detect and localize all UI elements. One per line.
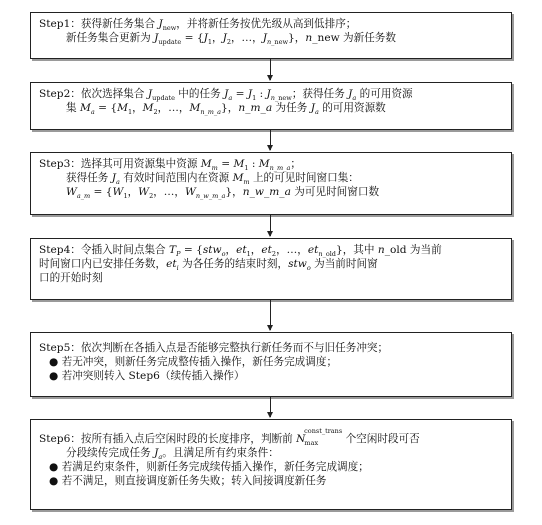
step3-line1: Step3：选择其可用资源集中资源 $M_m = M_1$ : $M_{n\_m\_a}$；: [39, 158, 301, 173]
step6-box: [30, 419, 512, 510]
step5-line3: ● 若冲突则转入 Step6（续传插入操作）: [49, 370, 245, 382]
step6-line1: Step6：按所有插入点后空闲时段的长度排序，判断前 $N_{max}^{const\_trans}$ 个空闲时段可否: [39, 427, 420, 448]
arrow-2-3: [270, 130, 271, 150]
step6-line2: 分段续传完成任务 $J_a$。且满足所有约束条件：: [66, 447, 279, 462]
arrow-4-5: [270, 300, 271, 330]
arrow-3-4: [270, 215, 271, 236]
step5-line1: Step5：依次判断在各插入点是否能够完整执行新任务而不与旧任务冲突；: [39, 342, 389, 354]
step2-line1: Step2：依次选择集合 $J_{update}$ 中的任务 $J_a = J_1$ : $J_{n\_new}$；获得任务 $J_a$ 的可用资源: [39, 88, 413, 103]
arrow-5-6: [270, 397, 271, 417]
step4-line1: Step4：令插入时间点集合 $T_P = \{stw_o$，$et_1$，$et_2$，…，$et_{n\_old}$}，其中 n_old 为当前: [39, 244, 442, 259]
step4-box: [30, 238, 512, 300]
step2-box: [30, 82, 512, 130]
step1-box: [30, 12, 512, 59]
step2-line2: 集 $M_a = \{M_1$，$M_2$，…，$M_{n\_m\_a}$}，n_m_a 为任务 $J_a$ 的可用资源数: [66, 102, 386, 117]
step1-line2: 新任务集合更新为 $J_{update} = \{J_1$，$J_2$，…，$J_{n\_new}$}，n_new 为新任务数: [66, 32, 396, 47]
step4-line2: 时间窗口内已安排任务数，$et_i$ 为各任务的结束时刻，stw$_o$ 为当前时间窗: [39, 258, 378, 273]
step5-box: [30, 332, 512, 397]
step1-line1: Step1：获得新任务集合 $J_{new}$，并将新任务按优先级从高到低排序；: [39, 18, 357, 33]
step3-line2: 获得任务 $J_a$ 有效时间范围内在资源 $M_m$ 上的可见时间窗口集：: [66, 172, 359, 187]
step3-box: [30, 152, 512, 215]
step4-line3: 口的开始时刻: [39, 272, 103, 284]
step6-line3: ● 若满足约束条件，则新任务完成续传插入操作，新任务完成调度；: [49, 461, 369, 473]
step5-line2: ● 若无冲突，则新任务完成整传插入操作，新任务完成调度；: [49, 356, 338, 368]
arrow-1-2: [270, 59, 271, 80]
step6-line4: ● 若不满足，则直接调度新任务失败；转入间接调度新任务: [49, 475, 327, 487]
step3-line3: $W_{a\_m} = \{W_1$，$W_2$，…，$W_{n\_w\_m\_a}$}，n_w_m_a 为可见时间窗口数: [66, 186, 380, 201]
